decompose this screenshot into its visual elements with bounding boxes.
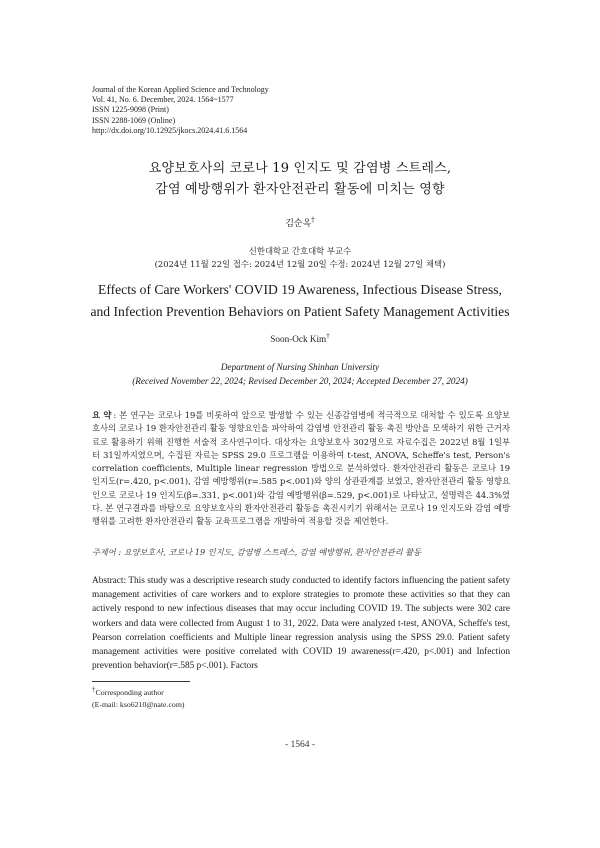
korean-author (40, 216, 560, 229)
journal-doi: http://dx.doi.org/10.12925/jkocs.2024.41.6.1564 (92, 125, 248, 135)
journal-volume: Vol. 41, No. 6. December, 2024. 1564~1577 (92, 95, 234, 105)
korean-title-line-1: 요양보호사의 코로나 19 인지도 및 감염병 스트레스, (148, 161, 452, 176)
korean-abstract-text: : 본 연구는 코로나 19를 비롯하여 앞으로 발생할 수 있는 신종감염병에 적극적으로 대처할 수 있도록 요양보호사의 코로나 19 환자안전관리 활동 영향요인을 파악하여 감염병 안전관리 활동 촉진 방안을 모색하기 위한 근거자료로 활용하기 위해 진행한 서술적 조사연구이다. 대상자는 요양보호사 302명으로 자료수집은 2022년 8월 1일부터 31일까지였으며, 수집된 자료는 SPSS 29.0 프로그램을 이용하여 t-test, ANOVA, Scheffe's test, Person's correlation coefficients, Multiple linear regression 방법으로 분석하였다. 환자안전관리 활동은 코로나 19 인지도(r=.420, p<.001), 감염 예방행위(r=.585 p<.001)와 양의 상관관계를 보였고, 환자안전관리 활동 영향요인으로 코로나 19 인지도(β=.331, p<.001)와 감염 예방행위(β=.529, p<.001)로 나타났고, 설명력은 44.3%였다. 본 연구결과를 바탕으로 요양보호사의 환자안전관리 활동을 촉진시키기 위해서는 코로나 19 인지도와 감염 예방행위를 고려한 환자안전관리 활동 교육프로그램을 개발하여 적용할 것을 제언한다. (92, 410, 510, 527)
journal-header (92, 85, 512, 136)
page-number: - 1564 - (284, 740, 316, 750)
footnote-mark: † (92, 685, 96, 694)
footnote-line-2: (E-mail: kso6210@nate.com) (92, 699, 185, 709)
english-author (40, 331, 560, 344)
english-title-line-2: and Infection Prevention Behaviors on Patient Safety Management Activities (90, 303, 510, 319)
english-title (40, 279, 560, 322)
english-affiliation: Department of Nursing Shinhan University (220, 362, 380, 372)
korean-affiliation: 신한대학교 간호대학 부교수 (248, 246, 352, 256)
footnote (92, 687, 185, 710)
english-title-line-1: Effects of Care Workers' COVID 19 Awareness, Infectious Disease Stress, (98, 282, 502, 297)
english-author-mark: † (326, 331, 330, 340)
korean-keywords: 주제어 : 요양보호사, 코로나 19 인지도, 감염병 스트레스, 감염 예방행위, 환자안전관리 활동 (92, 547, 422, 557)
korean-title-line-2: 감염 예방행위가 환자안전관리 활동에 미치는 영향 (155, 182, 445, 197)
korean-dates: (2024년 11월 22일 접수: 2024년 12월 20일 수정: 2024년 12월 27일 채택) (154, 259, 446, 269)
journal-issn-print: ISSN 1225-9098 (Print) (92, 105, 169, 115)
english-dates: (Received November 22, 2024; Revised December 20, 2024; Accepted December 27, 2024) (132, 376, 468, 386)
korean-author-name: 김순옥 (285, 219, 312, 229)
footnote-divider (92, 681, 190, 682)
english-affiliation-block (40, 360, 560, 388)
english-author-name: Soon-Ock Kim (270, 334, 327, 344)
korean-author-mark: † (311, 216, 315, 224)
english-abstract-label: Abstract (92, 576, 124, 586)
korean-abstract-label: 요 약 (92, 410, 112, 420)
english-abstract-text: : This study was a descriptive research study conducted to identify factors influencing the patient safety management activities of care workers and to explore strategies to promote these activities so that they can actively respond to new infectious diseases that may occur including COVID 19. The subjects were 302 care workers and data were collected from August 1 to 31, 2022. Data were analyzed t-test, ANOVA, Scheffe's test, Pearson correlation coefficients and Multiple linear regression analysis using the SPSS 29.0. Patient safety management activities were positive correlated with COVID 19 awareness(r=.420, p<.001) and Infection prevention behavior(r=.585 p<.001). Factors (92, 576, 510, 672)
footnote-line-1: Corresponding author (95, 688, 164, 697)
korean-title (40, 158, 560, 200)
korean-affiliation-block (40, 245, 560, 271)
journal-issn-online: ISSN 2288-1069 (Online) (92, 115, 176, 125)
korean-abstract (92, 409, 510, 529)
journal-name: Journal of the Korean Applied Science and Technology (92, 85, 269, 94)
english-abstract (92, 574, 510, 673)
